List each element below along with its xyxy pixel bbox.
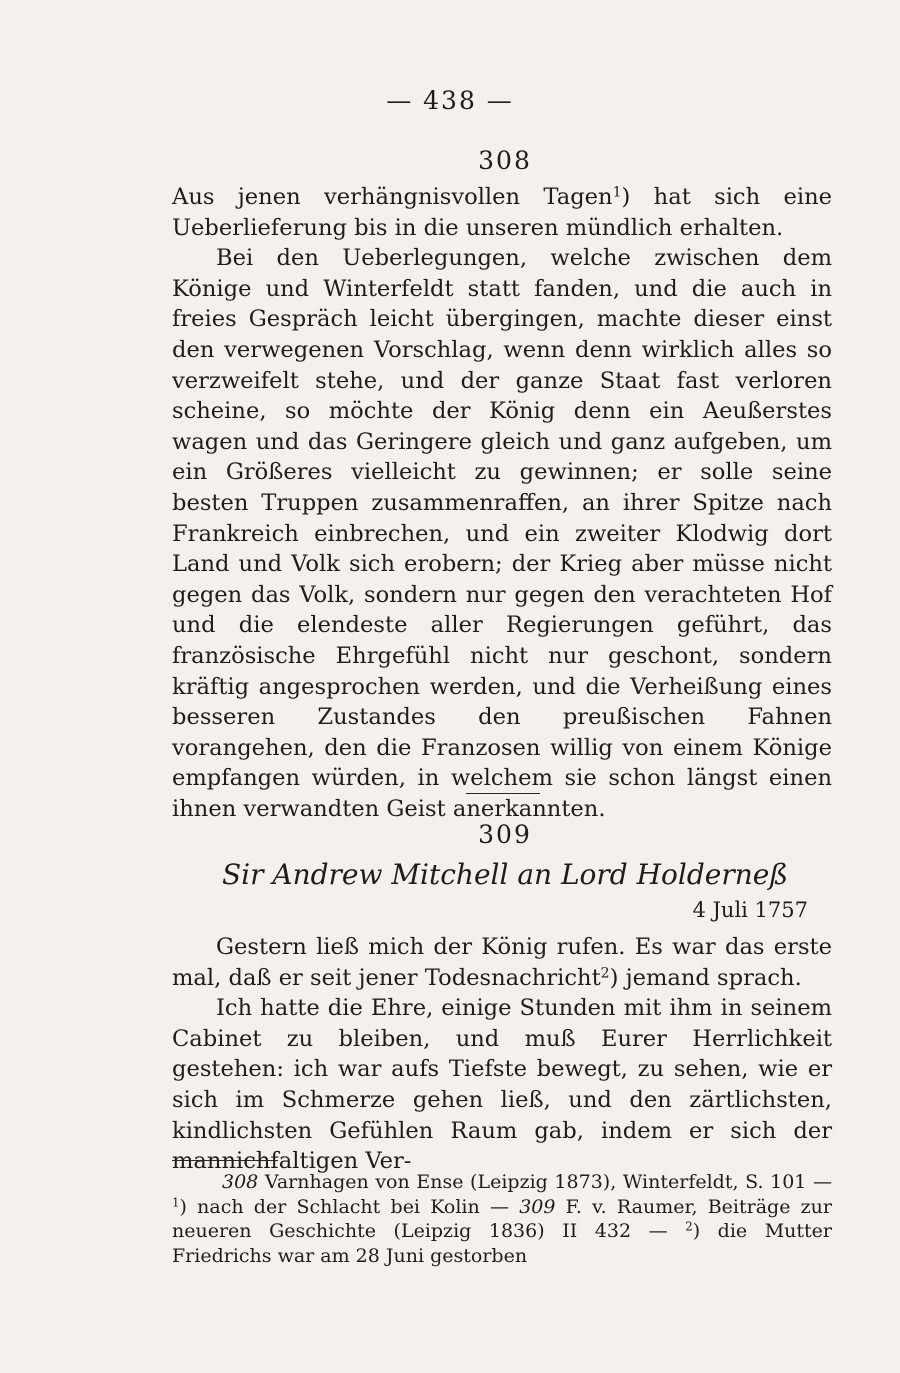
letter-date: 4 Juli 1757: [692, 898, 808, 922]
footnote-text: 308 Varnhagen von Ense (Leipzig 1873), Winterfeldt, S. 101 — $^1$) nach der Schlacht bei Kolin — 309 F. v. Raumer, Beiträge zur neueren Geschichte (Leipzig 1836) II 432 — $^2$) die Mutter Friedrichs war am 28 Juni gestorben: [172, 1171, 833, 1267]
footnote-marker-1: 1: [612, 184, 622, 201]
footnote-rule: [172, 1160, 278, 1161]
section-309-paragraph-2: Ich hatte die Ehre, einige Stunden mit ihm in seinem Cabinet zu bleiben, und muß Eurer Herrlichkeit gestehen: ich war aufs Tiefste bewegt, zu sehen, wie er sich im Schmerze gehen ließ, und den zärtlichsten, kindlichsten Gefühlen Raum gab, indem er sich der mannichfaltigen Ver-: [172, 995, 832, 1175]
section-309-paragraph-1: Gestern ließ mich der König rufen. Es war das erste mal, daß er seit jener Todesnachricht$^2$) jemand sprach.: [172, 934, 832, 991]
letter-heading: Sir Andrew Mitchell an Lord Holderneß: [221, 858, 789, 891]
section-308-body: [172, 182, 832, 824]
section-309-body: [172, 932, 832, 1177]
footnote-marker-2: 2: [600, 964, 610, 981]
section-308-paragraph-1: Aus jenen verhängnisvollen Tagen$^1$) hat sich eine Ueberlieferung bis in die unseren mündlich erhalten.: [172, 184, 832, 241]
page-number: — 438 —: [386, 86, 514, 115]
section-divider: [466, 793, 540, 794]
section-number-308: 308: [478, 146, 532, 175]
footnotes: [172, 1170, 832, 1268]
section-number-309: 309: [478, 820, 532, 849]
section-308-paragraph-2: Bei den Ueberlegungen, welche zwischen dem Könige und Winterfeldt statt fanden, und die auch in freies Gespräch leicht übergingen, machte dieser einst den verwegenen Vorschlag, wenn denn wirklich alles so verzweifelt stehe, und der ganze Staat fast verloren scheine, so möchte der König denn ein Aeußerstes wagen und das Geringere gleich und ganz aufgeben, um ein Größeres vielleicht zu gewinnen; er solle seine besten Truppen zusammenraffen, an ihrer Spitze nach Frankreich einbrechen, und ein zweiter Klodwig dort Land und Volk sich erobern; der Krieg aber müsse nicht gegen das Volk, sondern nur gegen den verachteten Hof und die elendeste aller Regierungen geführt, das französische Ehrgefühl nicht nur geschont, sondern kräftig angesprochen werden, und die Verheißung eines besseren Zustandes den preußischen Fahnen vorangehen, den die Franzosen willig von einem Könige empfangen würden, in welchem sie schon längst einen ihnen verwandten Geist anerkannten.: [172, 245, 832, 822]
